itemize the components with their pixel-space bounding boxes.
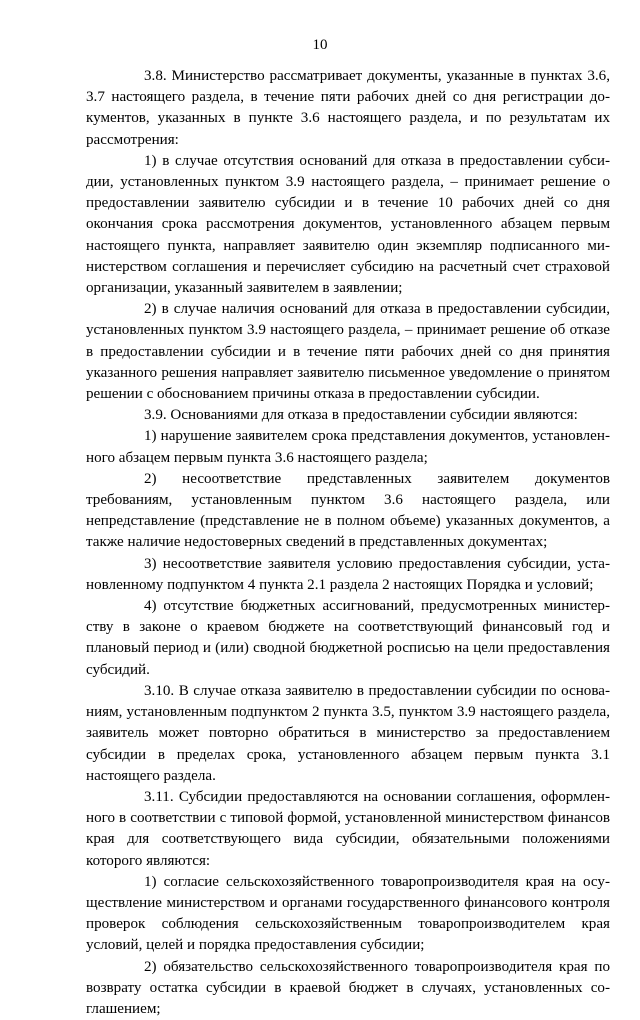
paragraph-3-11: 3.11. Субсидии предоставляются на основании соглашения, оформленного в соответствии с типовой формой, установленной министерством финансов края для соответствующего вида субсидии, обязательными положениями которого являются: — [86, 788, 610, 869]
paragraph-3-11-item-1: 1) согласие сельскохозяйственного товаропроизводителя края на осуществление министерством и органами государственного финансового контроля проверок соблюдения сельскохозяйственным товаропроизводителем края условий, целей и порядка предоставления субсидии; — [86, 873, 610, 954]
paragraph-3-8-item-1: 1) в случае отсутствия оснований для отказа в предоставлении субсидии, установленных пунктом 3.9 настоящего раздела, – принимает решение о предоставлении заявителю субсидии и в течение 10 рабочих дней со дня окончания срока рассмотрения документов, установленного абзацем первым настоящего пункта, направляет заявителю один экземпляр подписанного министерством соглашения и перечисляет субсидию на расчетный счет страховой организации, указанный заявителем в заявлении; — [86, 152, 610, 297]
document-body — [86, 66, 610, 1020]
page-number: 10 — [312, 37, 328, 53]
paragraph-3-9: 3.9. Основаниями для отказа в предоставлении субсидии являются: — [144, 407, 578, 424]
paragraph-3-9-item-4: 4) отсутствие бюджетных ассигнований, предусмотренных министерству в законе о краевом бюджете на соответствующий финансовый год и плановый период и (или) сводной бюджетной росписью на цели предоставления субсидий. — [86, 598, 610, 678]
paragraph-3-8: 3.8. Министерство рассматривает документы, указанные в пунктах 3.6, 3.7 настоящего раздела, в течение пяти рабочих дней со дня регистрации документов, указанных в пункте 3.6 настоящего раздела, и по результатам их рассмотрения: — [86, 68, 610, 148]
paragraph-3-9-item-3: 3) несоответствие заявителя условию предоставления субсидии, установленному подпунктом 4 пункта 2.1 раздела 2 настоящих Порядка и условий; — [86, 555, 610, 593]
paragraph-3-9-item-2: 2) несоответствие представленных заявителем документов требованиям, установленным пунктом 3.6 настоящего раздела, или непредставление (представление не в полном объеме) указанных документов, а также наличие недостоверных сведений в представленных документах; — [86, 470, 610, 551]
paragraph-3-8-item-2: 2) в случае наличия оснований для отказа в предоставлении субсидии, установленных пунктом 3.9 настоящего раздела, – принимает решение об отказе в предоставлении субсидии и в течение пяти рабочих дней со дня принятия указанного решения направляет заявителю письменное уведомление о принятом решении с обоснованием причины отказа в предоставлении субсидии. — [86, 301, 610, 403]
paragraph-3-10: 3.10. В случае отказа заявителю в предоставлении субсидии по основаниям, установленным подпунктом 2 пункта 3.5, пунктом 3.9 настоящего раздела, заявитель может повторно обратиться в министерство за предоставлением субсидии в пределах срока, установленного абзацем первым пункта 3.1 настоящего раздела. — [86, 682, 610, 784]
paragraph-3-11-item-2: 2) обязательство сельскохозяйственного товаропроизводителя края по возврату остатка субсидии в краевой бюджет в случаях, установленных соглашением; — [86, 958, 610, 1017]
paragraph-3-9-item-1: 1) нарушение заявителем срока представления документов, установленного абзацем первым пункта 3.6 настоящего раздела; — [86, 428, 610, 466]
